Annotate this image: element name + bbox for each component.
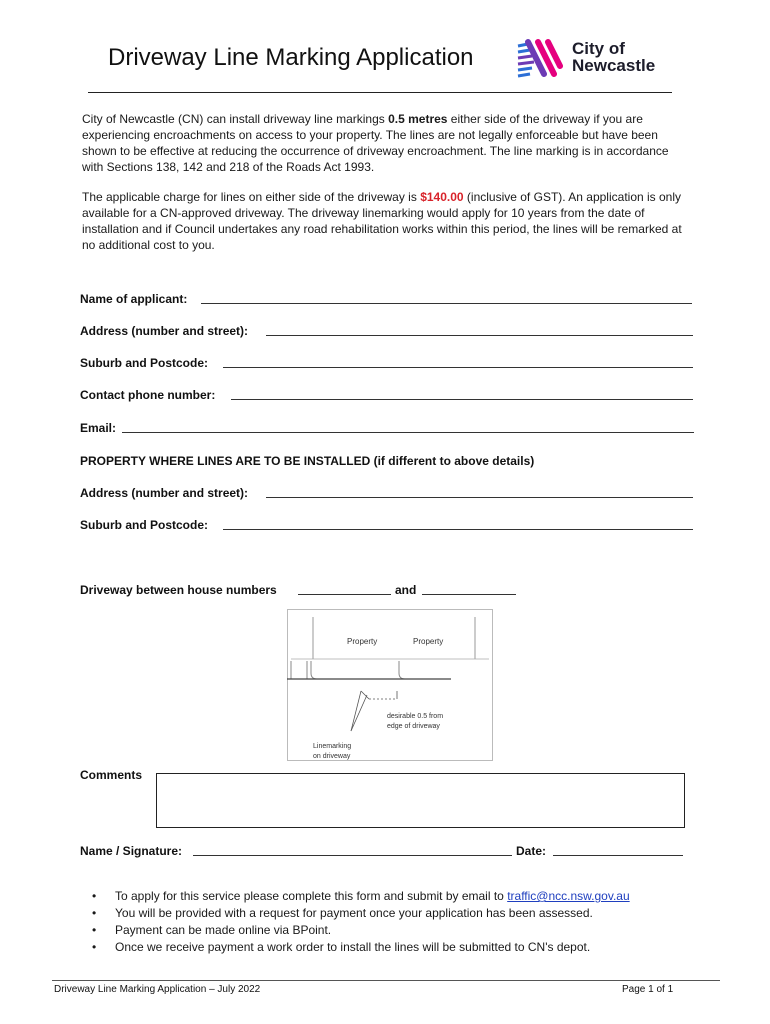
title-divider xyxy=(88,92,672,93)
footer-divider xyxy=(52,980,720,981)
applicant-name-label: Name of applicant: xyxy=(80,292,188,306)
suburb-label: Suburb and Postcode: xyxy=(80,356,209,370)
property-address-field[interactable] xyxy=(266,497,693,498)
list-item: • To apply for this service please complete this form and submit by email to traffic@ncc.nsw.gov.au xyxy=(92,888,712,905)
applicant-name-field[interactable] xyxy=(201,303,692,304)
footer-page-number: Page 1 of 1 xyxy=(622,984,674,995)
email-link[interactable]: traffic@ncc.nsw.gov.au xyxy=(507,889,630,903)
logo-text-line1: City of xyxy=(572,39,625,58)
driveway-diagram xyxy=(287,609,493,761)
intro-paragraph-2: The applicable charge for lines on either side of the driveway is $140.00 (inclusive of GST). An application is only available for a CN-approved driveway. The driveway linemarking would apply for 10 years from the date of installation and if Council undertakes any road rehabilitation works within this period, the lines will be remarked at no additional cost to you. xyxy=(82,190,682,252)
diagram-label-property-left: Property xyxy=(347,637,378,646)
property-address-label: Address (number and street): xyxy=(80,486,249,500)
signature-label: Name / Signature: xyxy=(80,844,183,858)
page-title: Driveway Line Marking Application xyxy=(108,44,474,71)
house-number-from-field[interactable] xyxy=(298,594,391,595)
intro-paragraph-1: City of Newcastle (CN) can install driveway line markings 0.5 metres either side of the driveway if you are experiencing encroachments on access to your property. The lines are not legally enforceable but have been shown to be effective at reducing the occurrence of driveway encroachment. The line marking is in accordance with Sections 138, 142 and 218 of the Roads Act 1993. xyxy=(82,112,669,174)
date-field[interactable] xyxy=(553,855,683,856)
list-item: • Payment can be made online via BPoint. xyxy=(92,922,712,939)
list-item: • Once we receive payment a work order to install the lines will be submitted to CN's depot. xyxy=(92,939,712,956)
email-label: Email: xyxy=(80,421,117,435)
comments-input[interactable] xyxy=(156,773,685,828)
diagram-label-linemarking: Linemarking on driveway xyxy=(313,743,352,760)
distance-highlight: 0.5 metres xyxy=(388,112,448,126)
address-label: Address (number and street): xyxy=(80,324,249,338)
comments-label: Comments xyxy=(80,768,143,782)
fee-amount: $140.00 xyxy=(420,190,464,204)
instructions-list xyxy=(92,888,712,956)
suburb-field[interactable] xyxy=(223,367,693,368)
signature-field[interactable] xyxy=(193,855,512,856)
driveway-between-label: Driveway between house numbers xyxy=(80,583,277,597)
city-of-newcastle-logo xyxy=(514,38,684,82)
phone-label: Contact phone number: xyxy=(80,388,216,402)
list-item: • You will be provided with a request for payment once your application has been assessed. xyxy=(92,905,712,922)
footer-document-title: Driveway Line Marking Application – July 2022 xyxy=(54,984,261,995)
diagram-drawing xyxy=(287,609,493,761)
house-number-to-field[interactable] xyxy=(422,594,516,595)
logo-text-line2: Newcastle xyxy=(572,56,656,75)
diagram-label-desirable: desirable 0.5 from edge of driveway xyxy=(387,713,444,730)
address-field[interactable] xyxy=(266,335,693,336)
property-heading: PROPERTY WHERE LINES ARE TO BE INSTALLED (if different to above details) xyxy=(80,454,535,468)
property-suburb-field[interactable] xyxy=(223,529,693,530)
and-label: and xyxy=(395,583,417,597)
phone-field[interactable] xyxy=(231,399,693,400)
email-field[interactable] xyxy=(122,432,694,433)
property-suburb-label: Suburb and Postcode: xyxy=(80,518,209,532)
diagram-label-property-right: Property xyxy=(413,637,444,646)
logo-text xyxy=(572,40,655,74)
date-label: Date: xyxy=(516,844,547,858)
logo-mark-icon xyxy=(514,38,566,82)
